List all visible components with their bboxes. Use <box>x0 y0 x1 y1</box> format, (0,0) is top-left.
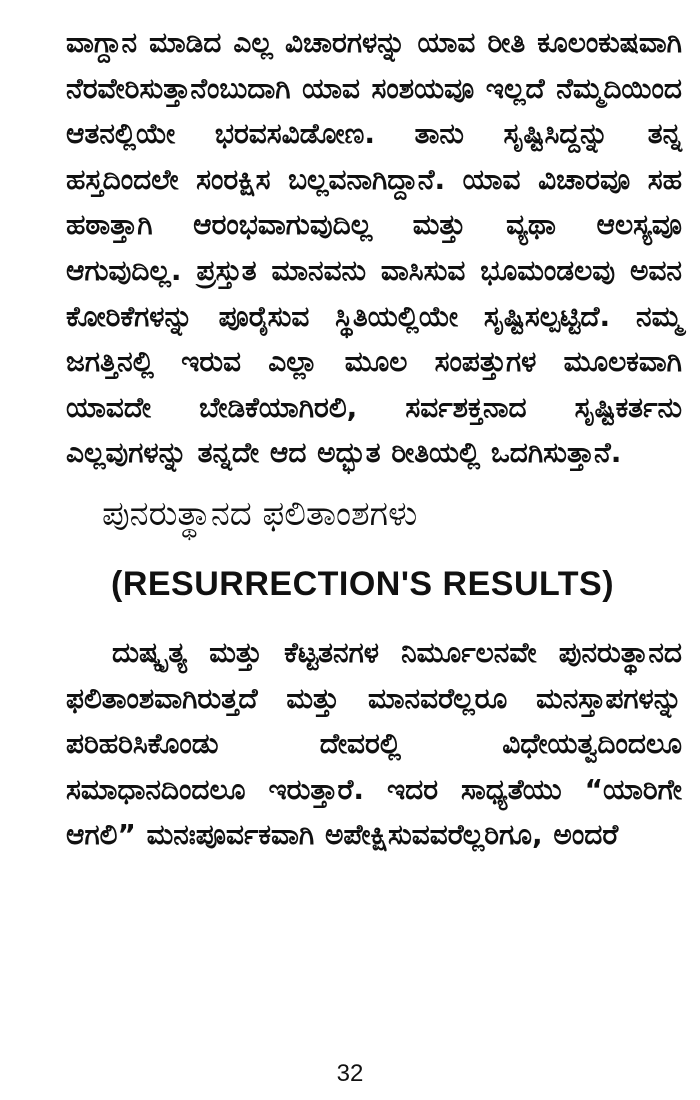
section-heading-kannada: ಪುನರುತ್ಥಾನದ ಫಲಿತಾಂಶಗಳು <box>102 493 418 534</box>
body-paragraph-2 <box>66 630 682 858</box>
body-paragraph-1 <box>66 20 682 476</box>
page-number: 32 <box>336 1060 364 1087</box>
paragraph-text: ದುಷ್ಕೃತ್ಯ ಮತ್ತು ಕೆಟ್ಟತನಗಳ ನಿರ್ಮೂಲನವೇ ಪುನರುತ್ಥಾನದ ಫಲಿತಾಂಶವಾಗಿರುತ್ತದೆ ಮತ್ತು ಮಾನವರೆಲ್ಲರೂ ಮನಸ್ತಾಪಗಳನ್ನು ಪರಿಹರಿಸಿಕೊಂಡು ದೇವರಲ್ಲಿ ವಿಧೇಯತ್ವದಿಂದಲೂ ಸಮಾಧಾನದಿಂದಲೂ ಇರುತ್ತಾರೆ. ಇದರ ಸಾಧ್ಯತೆಯು “ಯಾರಿಗೇ ಆಗಲಿ” ಮನಃಪೂರ್ವಕವಾಗಿ ಅಪೇಕ್ಷಿಸುವವರೆಲ್ಲರಿಗೂ, ಅಂದರೆ <box>66 635 682 852</box>
section-heading-english: (RESURRECTION'S RESULTS) <box>111 564 615 603</box>
paragraph-text: ವಾಗ್ದಾನ ಮಾಡಿದ ಎಲ್ಲ ವಿಚಾರಗಳನ್ನು ಯಾವ ರೀತಿ ಕೂಲಂಕುಷವಾಗಿ ನೆರವೇರಿಸುತ್ತಾನೆಂಬುದಾಗಿ ಯಾವ ಸಂಶಯವೂ ಇಲ್ಲದೆ ನೆಮ್ಮದಿಯಿಂದ ಆತನಲ್ಲಿಯೇ ಭರವಸವಿಡೋಣ. ತಾನು ಸೃಷ್ಟಿಸಿದ್ದನ್ನು ತನ್ನ ಹಸ್ತದಿಂದಲೇ ಸಂರಕ್ಷಿಸ ಬಲ್ಲವನಾಗಿದ್ದಾನೆ. ಯಾವ ವಿಚಾರವೂ ಸಹ ಹಠಾತ್ತಾಗಿ ಆರಂಭವಾಗುವುದಿಲ್ಲ ಮತ್ತು ವ್ಯಥಾ ಆಲಸ್ಯವೂ ಆಗುವುದಿಲ್ಲ. ಪ್ರಸ್ತುತ ಮಾನವನು ವಾಸಿಸುವ ಭೂಮಂಡಲವು ಅವನ ಕೋರಿಕೆಗಳನ್ನು ಪೂರೈಸುವ ಸ್ಥಿತಿಯಲ್ಲಿಯೇ ಸೃಷ್ಟಿಸಲ್ಪಟ್ಟಿದೆ. ನಮ್ಮ ಜಗತ್ತಿನಲ್ಲಿ ಇರುವ ಎಲ್ಲಾ ಮೂಲ ಸಂಪತ್ತುಗಳ ಮೂಲಕವಾಗಿ ಯಾವದೇ ಬೇಡಿಕೆಯಾಗಿರಲಿ, ಸರ್ವಶಕ್ತನಾದ ಸೃಷ್ಟಿಕರ್ತನು ಎಲ್ಲವುಗಳನ್ನು ತನ್ನದೇ ಆದ ಅದ್ಭುತ ರೀತಿಯಲ್ಲಿ ಒದಗಿಸುತ್ತಾನೆ. <box>66 26 682 470</box>
